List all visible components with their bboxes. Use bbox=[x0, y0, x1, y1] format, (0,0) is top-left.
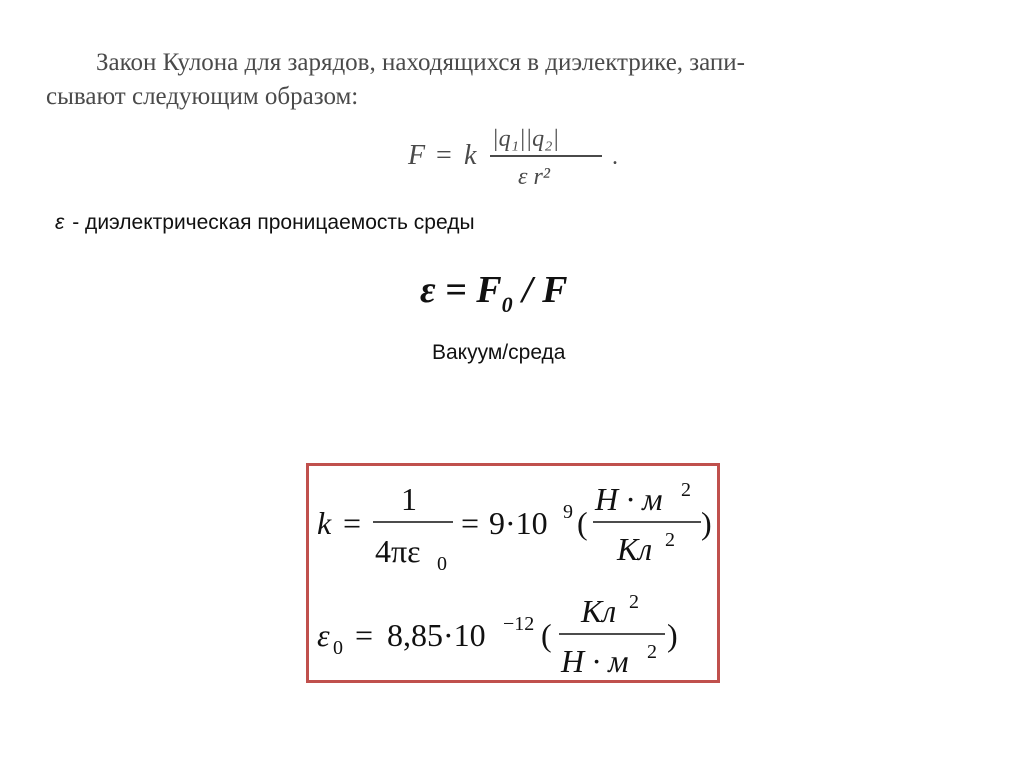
formula-period: . bbox=[612, 144, 618, 170]
k-unit-denominator-exp: 2 bbox=[665, 529, 675, 551]
k-value: 9·10 bbox=[489, 505, 548, 541]
formula-lhs: F bbox=[408, 140, 426, 171]
eps0-exponent: −12 bbox=[503, 613, 535, 635]
k-fraction-numerator: 1 bbox=[401, 481, 417, 517]
scanned-paragraph bbox=[46, 46, 976, 114]
eps0-unit-denominator-exp: 2 bbox=[647, 641, 657, 663]
k-unit-numerator-exp: 2 bbox=[681, 479, 691, 501]
formula-numerator: |q₁||q₂| bbox=[492, 126, 560, 152]
eps0-equals: = bbox=[355, 617, 374, 653]
constants-box bbox=[306, 463, 720, 683]
epsilon-ratio-formula bbox=[420, 268, 568, 318]
k-unit-rparen: ) bbox=[701, 505, 712, 541]
epsilon-symbol: ε bbox=[55, 211, 65, 234]
k-equals-2: = bbox=[461, 505, 480, 541]
k-exponent: 9 bbox=[563, 501, 573, 523]
epsilon-definition-text: - диэлектрическая проницаемость среды bbox=[72, 211, 475, 234]
epsilon-ratio-lhs: ε = F bbox=[420, 269, 502, 311]
formula-k: k bbox=[464, 140, 477, 171]
epsilon-ratio-subscript: 0 bbox=[501, 292, 513, 317]
eps0-unit-numerator-exp: 2 bbox=[629, 591, 639, 613]
formula-denominator: ε r² bbox=[518, 164, 550, 190]
k-unit-numerator: Н · м bbox=[595, 481, 663, 517]
eps0-unit-lparen: ( bbox=[541, 617, 552, 653]
eps0-subscript: 0 bbox=[333, 637, 343, 659]
eps0-unit-numerator: Кл bbox=[581, 593, 617, 629]
k-equals-1: = bbox=[343, 505, 362, 541]
k-fraction-denominator: 4πε bbox=[375, 533, 421, 569]
formula-equals: = bbox=[436, 140, 452, 171]
eps0-value: 8,85·10 bbox=[387, 617, 486, 653]
epsilon-ratio-rhs: / F bbox=[512, 269, 568, 311]
paragraph-line-2: сывают следующим образом: bbox=[46, 83, 359, 110]
k-fraction-denominator-sub: 0 bbox=[437, 553, 447, 575]
epsilon-definition bbox=[55, 211, 475, 235]
eps0-unit-rparen: ) bbox=[667, 617, 678, 653]
vacuum-medium-label: Вакуум/среда bbox=[432, 341, 566, 364]
k-unit-denominator: Кл bbox=[617, 531, 653, 567]
eps0-unit-denominator: Н · м bbox=[561, 643, 629, 679]
paragraph-line-1: Закон Кулона для зарядов, находящихся в диэлектрике, запи- bbox=[96, 49, 746, 76]
eps0-symbol: ε bbox=[317, 617, 330, 653]
k-unit-lparen: ( bbox=[577, 505, 588, 541]
coulomb-law-formula bbox=[406, 118, 636, 198]
k-symbol: k bbox=[317, 505, 332, 541]
